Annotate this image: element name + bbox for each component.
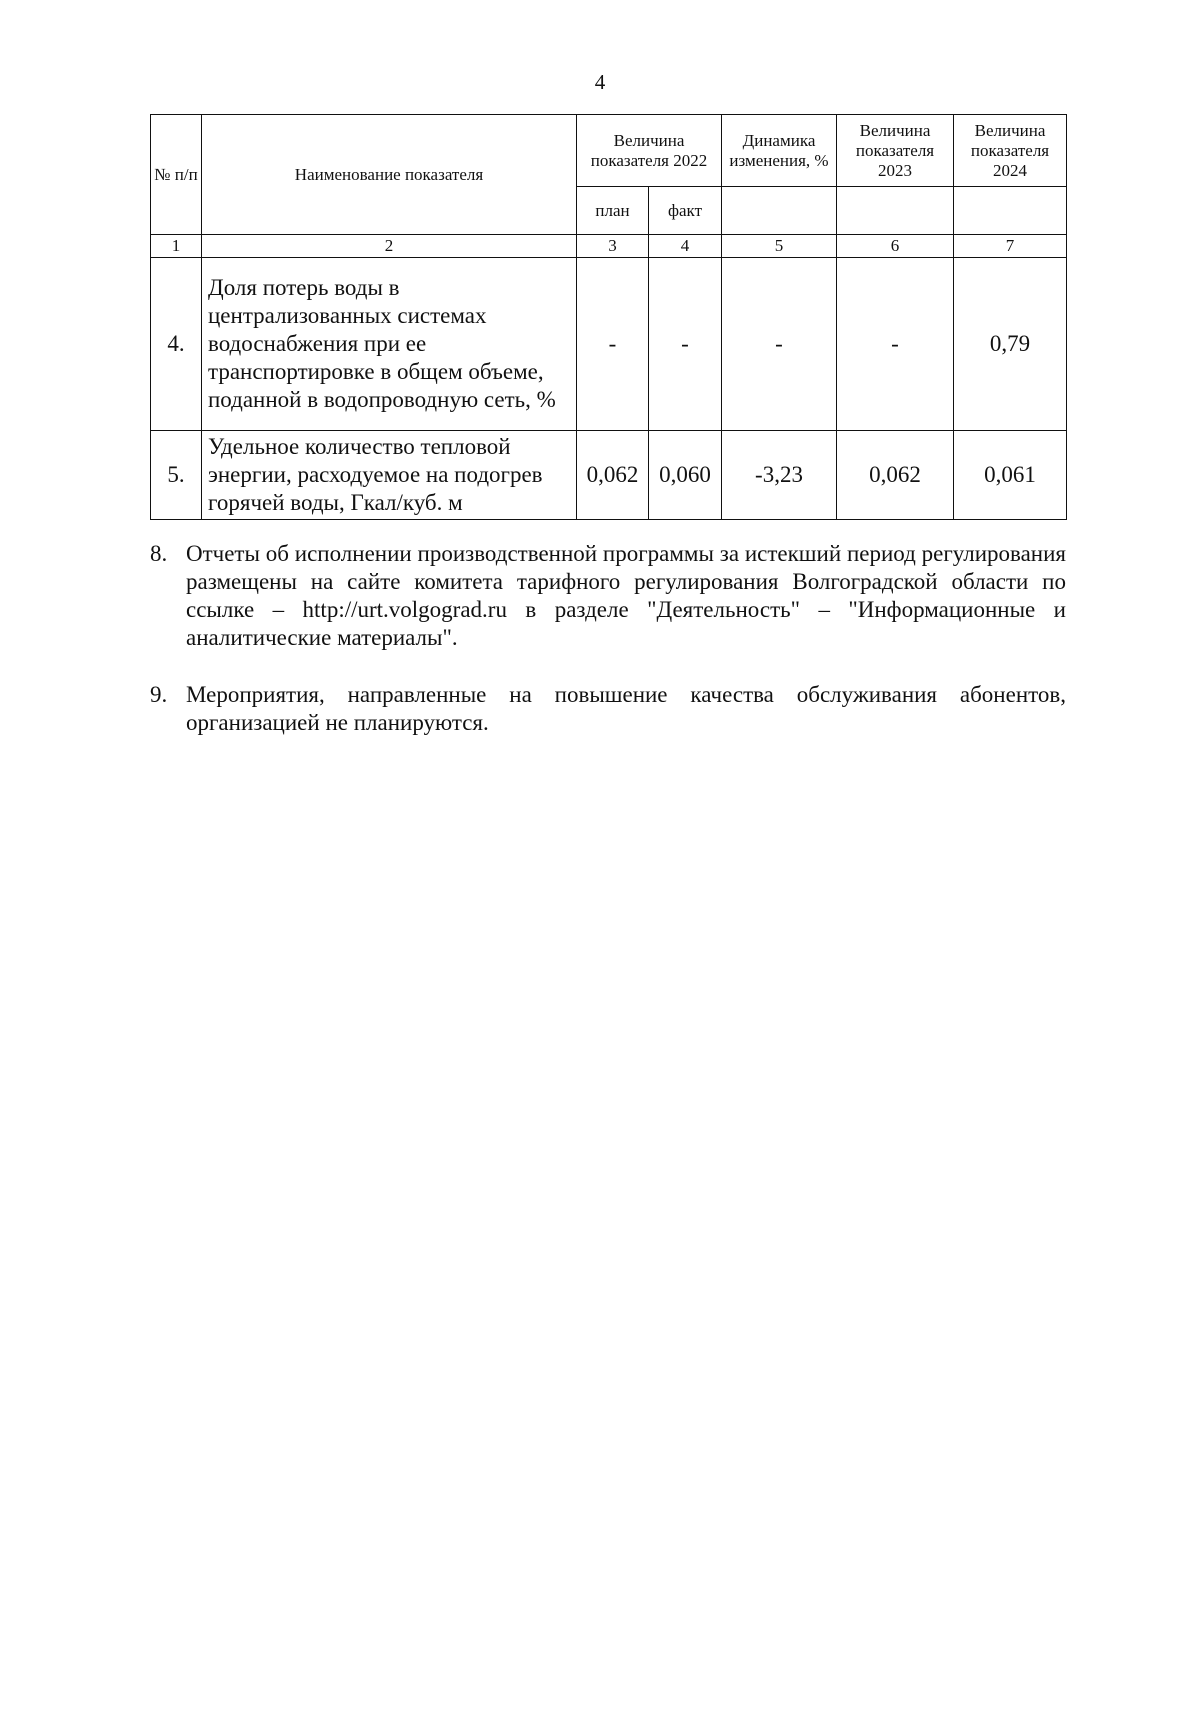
row-name: Доля потерь воды в централизованных системах водоснабжения при ее транспортировке в общем объеме, поданной в водопроводную сеть, % <box>202 258 577 431</box>
column-number: 3 <box>577 235 649 258</box>
row-fact: - <box>649 258 722 431</box>
column-number: 6 <box>837 235 954 258</box>
item-marker: 9. <box>150 682 168 707</box>
header-num: № п/п <box>151 115 202 235</box>
row-value-2023: - <box>837 258 954 431</box>
row-dynamics: -3,23 <box>722 431 837 520</box>
header-empty-cell <box>837 187 954 235</box>
column-number: 1 <box>151 235 202 258</box>
header-value-2022: Величина показателя 2022 <box>577 115 722 187</box>
row-dynamics: - <box>722 258 837 431</box>
header-value-2024: Величина показателя 2024 <box>954 115 1067 187</box>
column-number: 2 <box>202 235 577 258</box>
row-num: 4. <box>151 258 202 431</box>
paragraph-item-9 <box>150 681 1066 737</box>
column-number: 4 <box>649 235 722 258</box>
item-marker: 8. <box>150 541 168 566</box>
header-plan: план <box>577 187 649 235</box>
header-row <box>151 115 1067 187</box>
row-value-2024: 0,79 <box>954 258 1067 431</box>
row-fact: 0,060 <box>649 431 722 520</box>
row-plan: 0,062 <box>577 431 649 520</box>
column-number: 5 <box>722 235 837 258</box>
row-plan: - <box>577 258 649 431</box>
paragraph-item-8 <box>150 540 1066 652</box>
row-name: Удельное количество тепловой энергии, расходуемое на подогрев горячей воды, Гкал/куб. м <box>202 431 577 520</box>
page-number: 4 <box>594 70 606 94</box>
row-num: 5. <box>151 431 202 520</box>
header-dynamics: Динамика изменения, % <box>722 115 837 187</box>
table-row <box>151 431 1067 520</box>
item-text: Отчеты об исполнении производственной программы за истекший период регулирования размещены на сайте комитета тарифного регулирования Волгоградской области по ссылке – http://urt.volgograd.ru в разделе "Деятельность" – "Информационные и аналитические материалы". <box>186 541 1066 650</box>
row-value-2024: 0,061 <box>954 431 1067 520</box>
header-name: Наименование показателя <box>202 115 577 235</box>
table-row <box>151 258 1067 431</box>
row-value-2023: 0,062 <box>837 431 954 520</box>
header-empty-cell <box>954 187 1067 235</box>
header-fact: факт <box>649 187 722 235</box>
column-number: 7 <box>954 235 1067 258</box>
indicators-table <box>150 114 1067 520</box>
header-empty-cell <box>722 187 837 235</box>
header-value-2023: Величина показателя 2023 <box>837 115 954 187</box>
item-text: Мероприятия, направленные на повышение качества обслуживания абонентов, организацией не планируются. <box>186 682 1066 735</box>
column-number-row <box>151 235 1067 258</box>
